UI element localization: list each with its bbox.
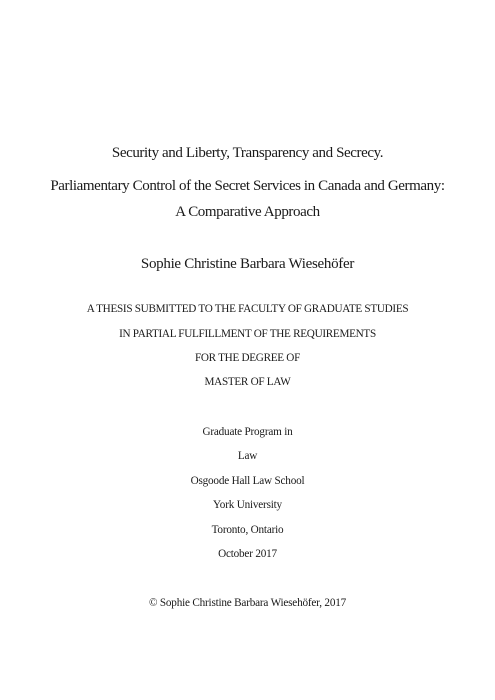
school-name: Osgoode Hall Law School xyxy=(190,475,305,487)
submission-line-4: MASTER OF LAW xyxy=(204,376,291,388)
submission-line-3: FOR THE DEGREE OF xyxy=(194,352,301,364)
location: Toronto, Ontario xyxy=(211,524,284,536)
submission-line-2: IN PARTIAL FULFILLMENT OF THE REQUIREMENTS xyxy=(119,328,376,340)
program-line-2: Law xyxy=(237,450,258,462)
submission-line-1: A THESIS SUBMITTED TO THE FACULTY OF GRADUATE STUDIES xyxy=(86,303,409,315)
program-line-1: Graduate Program in xyxy=(202,426,293,438)
university-name: York University xyxy=(213,499,282,511)
author-name: Sophie Christine Barbara Wiesehöfer xyxy=(140,256,355,272)
title-line-1: Security and Liberty, Transparency and Secrecy. xyxy=(111,145,384,161)
copyright-notice: © Sophie Christine Barbara Wiesehöfer, 2017 xyxy=(148,597,346,609)
submission-date: October 2017 xyxy=(218,548,277,560)
title-line-3: A Comparative Approach xyxy=(175,204,320,220)
title-line-2: Parliamentary Control of the Secret Services in Canada and Germany: xyxy=(50,178,445,194)
